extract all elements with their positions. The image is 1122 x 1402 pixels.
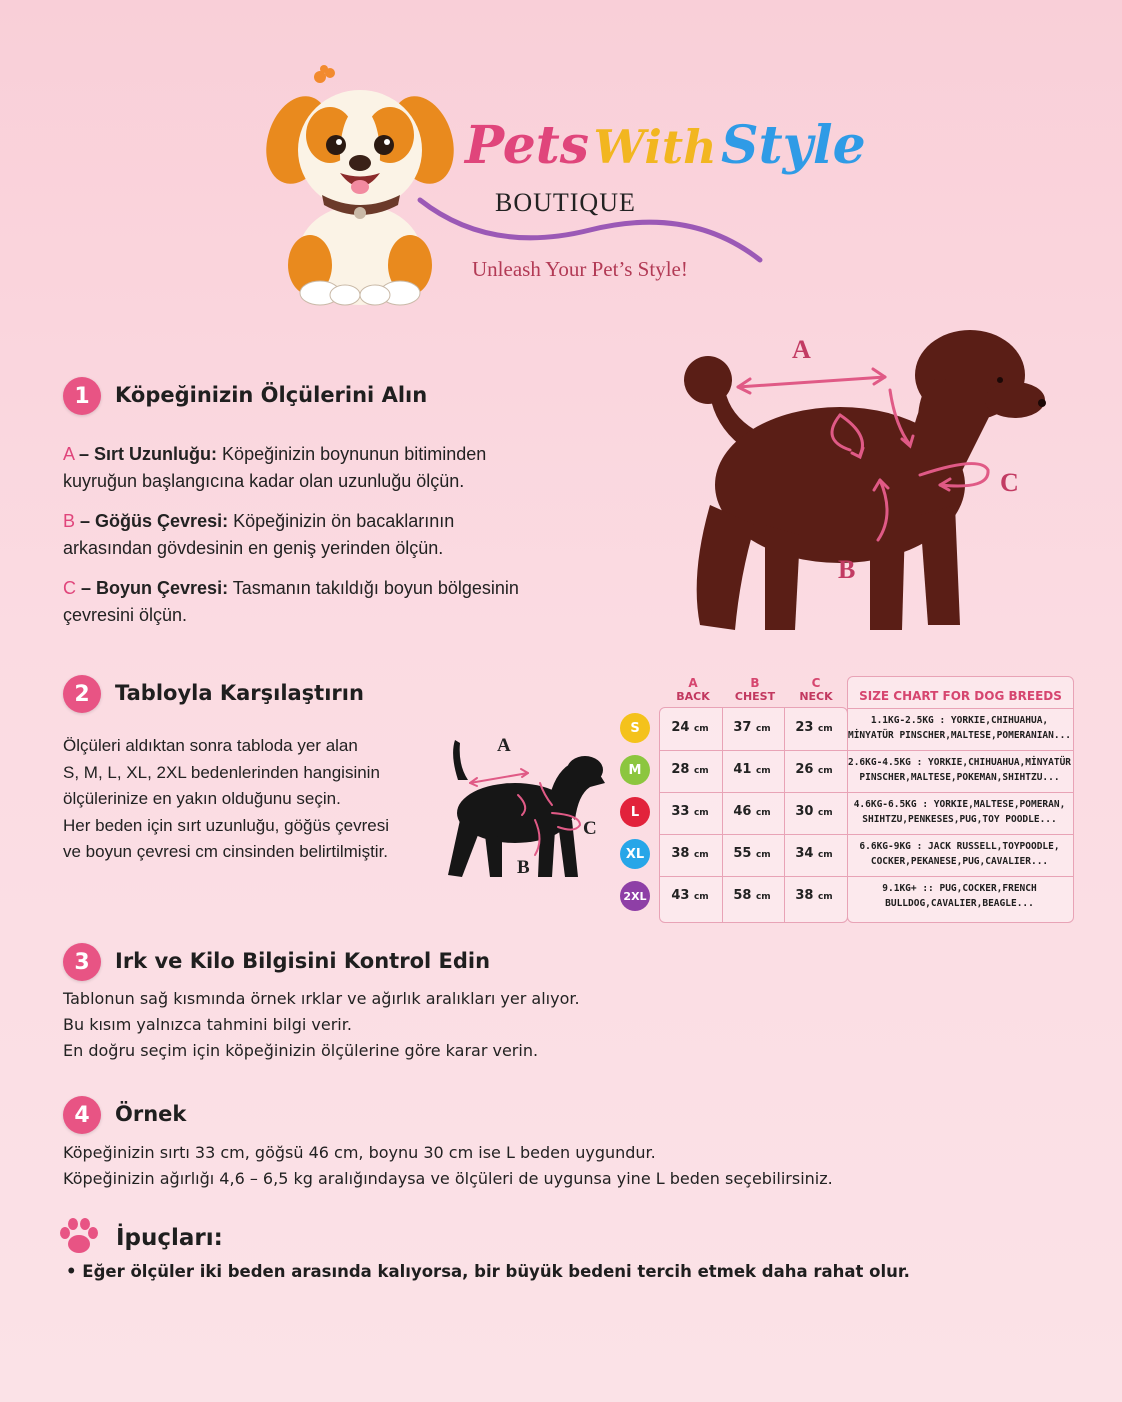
paw-icon — [57, 1215, 101, 1257]
brand-boutique: BOUTIQUE — [495, 188, 636, 217]
measure-letter: B — [63, 511, 76, 531]
diagram-label-a: A — [792, 335, 811, 364]
measure-item-a — [63, 441, 623, 495]
column-header-chest — [722, 676, 788, 704]
measure-item-c — [63, 575, 623, 629]
step-2-text — [63, 733, 389, 866]
diagram-label-c: C — [1000, 468, 1019, 497]
size-row-m — [615, 749, 1075, 791]
step-4-title: Örnek — [115, 1102, 187, 1126]
step-1-title: Köpeğinizin Ölçülerini Alın — [115, 383, 428, 407]
column-header-letter: B — [750, 676, 760, 690]
breed-info: 4.6KG-6.5KG : YORKIE,MALTESE,POMERAN, SHIHTZU,PENKESES,PUG,TOY POODLE... — [853, 799, 1066, 825]
step-4-text — [63, 1140, 833, 1192]
measure-desc-line: arkasından gövdesinin en geniş yerinden ölçün. — [63, 538, 444, 558]
column-header-back — [660, 676, 726, 704]
measure-desc-line: Tasmanın takıldığı boyun bölgesinin — [232, 578, 519, 598]
step-3-text — [63, 986, 580, 1064]
step-2-line: S, M, L, XL, 2XL bedenlerinden hangisinin — [63, 762, 380, 782]
column-header-neck — [783, 676, 849, 704]
measure-letter: A — [63, 444, 75, 464]
breed-info: 2.6KG-4.5KG : YORKIE,CHIHUAHUA,MİNYATÜR PINSCHER,MALTESE,POKEMAN,SHIHTZU... — [847, 757, 1072, 783]
measure-desc-line: kuyruğun başlangıcına kadar olan uzunluğu ölçün. — [63, 471, 465, 491]
tips-title: İpuçları: — [116, 1225, 223, 1251]
brand-tagline: Unleash Your Pet’s Style! — [472, 257, 688, 281]
step-3-line: En doğru seçim için köpeğinizin ölçülerine göre karar verin. — [63, 1041, 539, 1060]
chest-value: 41 cm — [733, 762, 771, 777]
brand-word-style: Style — [721, 115, 866, 176]
step-3-badge: 3 — [63, 943, 101, 981]
brand-name — [465, 115, 866, 176]
step-3-title: Irk ve Kilo Bilgisini Kontrol Edin — [115, 949, 491, 973]
back-value: 24 cm — [671, 720, 709, 735]
step-3-line: Bu kısım yalnızca tahmini bilgi verir. — [63, 1015, 352, 1034]
size-row-xl — [615, 833, 1075, 875]
measure-term: – Göğüs Çevresi: — [80, 511, 229, 531]
column-header-label: NECK — [799, 690, 833, 703]
tip-item — [66, 1262, 910, 1281]
measure-desc-line: Köpeğinizin boynunun bitiminden — [222, 444, 487, 464]
step-2-line: ölçülerinize en yakın olduğunu seçin. — [63, 789, 341, 808]
neck-value: 30 cm — [795, 804, 833, 819]
size-badge: 2XL — [620, 881, 650, 911]
step-2-title: Tabloyla Karşılaştırın — [115, 681, 364, 705]
column-header-label: CHEST — [734, 690, 776, 703]
step-4-badge: 4 — [63, 1096, 101, 1134]
size-row-2xl — [615, 875, 1075, 917]
size-badge: M — [620, 755, 650, 785]
step-4-line: Köpeğinizin ağırlığı 4,6 – 6,5 kg aralığındaysa ve ölçüleri de uygunsa yine L beden seçebilirsiniz. — [63, 1169, 833, 1188]
back-value: 38 cm — [671, 846, 709, 861]
measure-term: – Sırt Uzunluğu: — [79, 444, 218, 464]
size-badge: S — [620, 713, 650, 743]
poodle-measurement-diagram — [670, 325, 1060, 645]
measure-term: – Boyun Çevresi: — [81, 578, 229, 598]
brand-word-pets: Pets — [465, 115, 590, 176]
size-badge: XL — [620, 839, 650, 869]
step-2-badge: 2 — [63, 675, 101, 713]
silhouette-label-b: B — [517, 857, 530, 878]
step-2-line: Her beden için sırt uzunluğu, göğüs çevresi — [63, 815, 390, 835]
neck-value: 34 cm — [795, 846, 833, 861]
measure-item-b — [63, 508, 623, 562]
size-row-l — [615, 791, 1075, 833]
chest-value: 58 cm — [733, 888, 771, 903]
chest-value: 37 cm — [733, 720, 771, 735]
chest-value: 46 cm — [733, 804, 771, 819]
breed-info: 6.6KG-9KG : JACK RUSSELL,TOYPOODLE, COCKER,PEKANESE,PUG,CAVALIER... — [859, 841, 1060, 867]
neck-value: 26 cm — [795, 762, 833, 777]
tip-item-text: Eğer ölçüler iki beden arasında kalıyorsa, bir büyük bedeni tercih etmek daha rahat olur. — [82, 1262, 910, 1281]
back-value: 28 cm — [671, 762, 709, 777]
column-header-letter: A — [688, 676, 698, 690]
breed-info: 9.1KG+ :: PUG,COCKER,FRENCH BULLDOG,CAVALIER,BEAGLE... — [882, 883, 1037, 909]
breed-info: 1.1KG-2.5KG : YORKIE,CHIHUAHUA, MİNYATÜR PINSCHER,MALTESE,POMERANIAN... — [847, 715, 1072, 741]
measure-desc-line: çevresini ölçün. — [63, 605, 188, 625]
step-3-line: Tablonun sağ kısmında örnek ırklar ve ağırlık aralıkları yer alıyor. — [63, 989, 580, 1008]
column-header-label: BACK — [676, 690, 710, 703]
step-2-line: ve boyun çevresi cm cinsinden belirtilmiştir. — [63, 842, 389, 861]
chest-value: 55 cm — [733, 846, 771, 861]
neck-value: 23 cm — [795, 720, 833, 735]
size-chart — [615, 672, 1075, 927]
step-2-line: Ölçüleri aldıktan sonra tabloda yer alan — [63, 736, 358, 755]
size-row-s — [615, 707, 1075, 749]
back-value: 33 cm — [671, 804, 709, 819]
silhouette-label-a: A — [497, 735, 511, 756]
bullet-icon: • — [66, 1262, 83, 1281]
silhouette-measurement-diagram — [440, 735, 610, 885]
measure-desc-line: Köpeğinizin ön bacaklarının — [233, 511, 455, 531]
neck-value: 38 cm — [795, 888, 833, 903]
size-badge: L — [620, 797, 650, 827]
column-header-letter: C — [811, 676, 821, 690]
diagram-label-b: B — [838, 555, 856, 584]
measure-letter: C — [63, 578, 76, 598]
breeds-table-title: SIZE CHART FOR DOG BREEDS — [859, 689, 1062, 703]
brand-word-with: With — [593, 120, 717, 174]
brand-logo — [260, 55, 866, 315]
step-1-badge: 1 — [63, 377, 101, 415]
back-value: 43 cm — [671, 888, 709, 903]
step-4-line: Köpeğinizin sırtı 33 cm, göğsü 46 cm, boynu 30 cm ise L beden uygundur. — [63, 1143, 656, 1162]
silhouette-label-c: C — [583, 818, 597, 839]
